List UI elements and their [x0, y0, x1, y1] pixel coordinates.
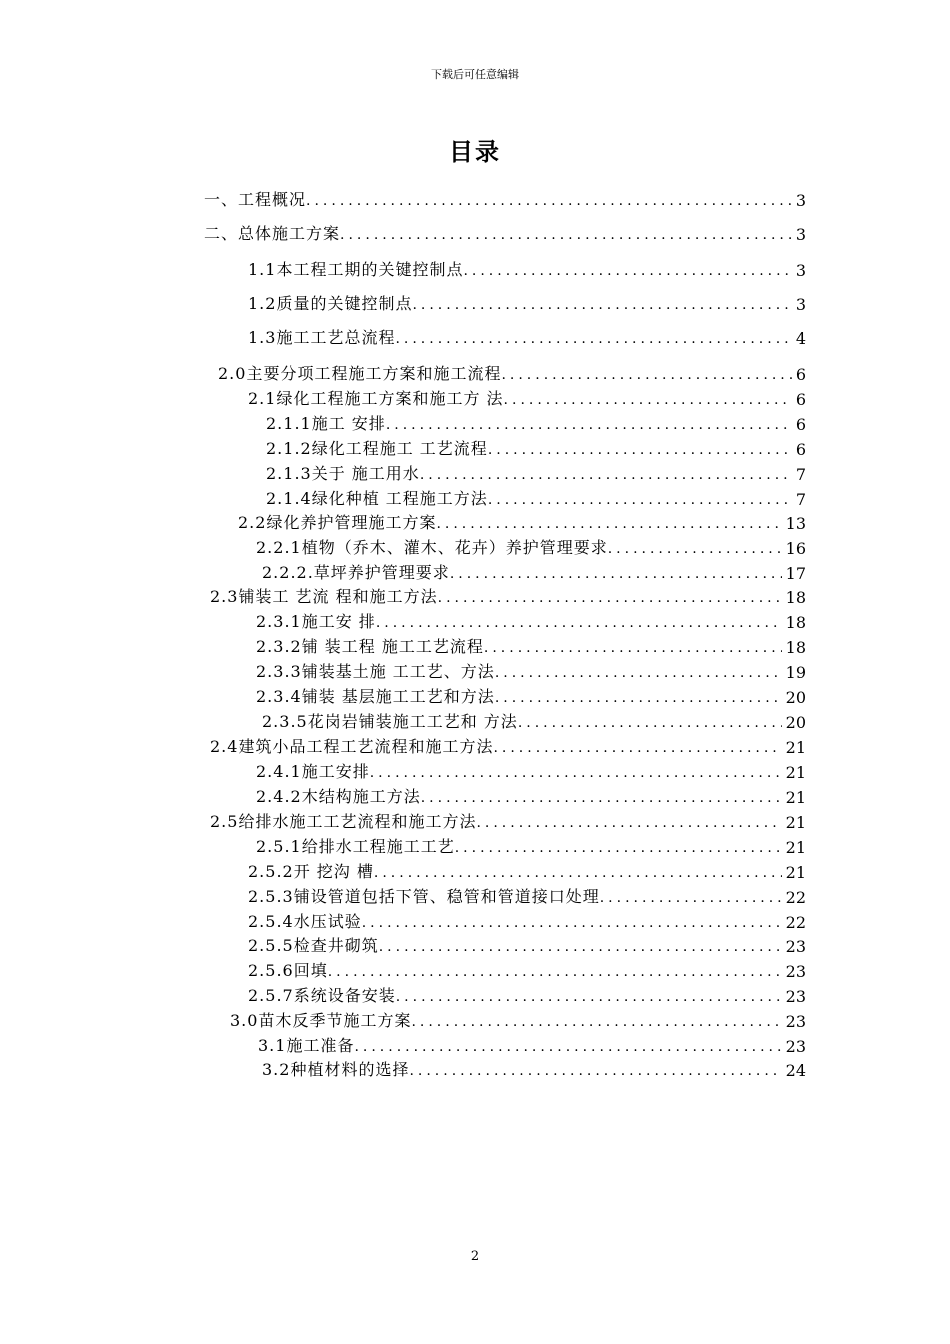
- toc-entry-page: 18: [785, 638, 806, 657]
- toc-leader-dots: [411, 1013, 781, 1031]
- toc-entry[interactable]: [262, 559, 806, 583]
- toc-entry-page: 7: [795, 465, 806, 484]
- toc-entry-label: 3.0苗木反季节施工方案: [230, 1011, 412, 1030]
- toc-entry-page: 18: [785, 588, 806, 607]
- toc-entry-label: 二、总体施工方案: [204, 224, 341, 243]
- toc-leader-dots: [395, 330, 791, 348]
- toc-entry-label: 1.3施工工艺总流程: [248, 328, 396, 347]
- toc-entry-page: 23: [785, 1037, 806, 1056]
- toc-entry[interactable]: [248, 858, 806, 882]
- toc-leader-dots: [450, 565, 782, 583]
- toc-entry-label: 2.1.1施工 安排: [266, 414, 386, 433]
- toc-leader-dots: [504, 391, 792, 409]
- toc-entry-page: 6: [795, 365, 806, 384]
- toc-entry-page: 21: [785, 763, 806, 782]
- toc-entry-label: 2.4.1施工安排: [256, 762, 370, 781]
- toc-entry-label: 2.1.3关于 施工用水: [266, 464, 420, 483]
- toc-entry-page: 21: [785, 738, 806, 757]
- toc-leader-dots: [488, 491, 792, 509]
- toc-entry[interactable]: [248, 883, 806, 907]
- toc-entry-label: 一、工程概况: [204, 190, 307, 209]
- toc-entry-label: 1.2质量的关键控制点: [248, 294, 413, 313]
- toc-entry[interactable]: [262, 708, 806, 732]
- toc-entry-label: 2.5.1给排水工程施工工艺: [256, 837, 455, 856]
- toc-entry-label: 2.5.2开 挖沟 槽: [248, 862, 374, 881]
- toc-entry[interactable]: [248, 324, 806, 348]
- toc-entry[interactable]: [262, 1056, 806, 1080]
- toc-entry[interactable]: [210, 808, 806, 832]
- toc-entry[interactable]: [266, 485, 806, 509]
- toc-entry-page: 6: [795, 415, 806, 434]
- toc-leader-dots: [328, 963, 782, 981]
- toc-leader-dots: [421, 789, 782, 807]
- toc-leader-dots: [376, 614, 782, 632]
- toc-leader-dots: [412, 296, 791, 314]
- toc-leader-dots: [455, 839, 782, 857]
- page-title: 目录: [449, 138, 501, 166]
- toc-entry-label: 2.5.5检查井砌筑: [248, 936, 379, 955]
- toc-entry[interactable]: [248, 908, 806, 932]
- toc-leader-dots: [463, 262, 791, 280]
- toc-entry-page: 18: [785, 613, 806, 632]
- toc-entry[interactable]: [248, 982, 806, 1006]
- toc-entry-label: 2.1.4绿化种植 工程施工方法: [266, 489, 488, 508]
- page-number: 2: [470, 1249, 480, 1264]
- toc-entry[interactable]: [248, 385, 806, 409]
- toc-entry-label: 2.3.2铺 装工程 施工工艺流程: [256, 637, 484, 656]
- toc-entry-page: 7: [795, 490, 806, 509]
- toc-entry[interactable]: [256, 534, 806, 558]
- toc-entry-label: 2.3.5花岗岩铺装施工工艺和 方法: [262, 712, 518, 731]
- toc-entry[interactable]: [256, 633, 806, 657]
- toc-entry-page: 3: [795, 261, 806, 280]
- toc-entry[interactable]: [248, 256, 806, 280]
- toc-entry[interactable]: [266, 435, 806, 459]
- toc-entry[interactable]: [230, 1007, 806, 1031]
- toc-entry-page: 6: [795, 390, 806, 409]
- toc-entry-label: 2.5.3铺设管道包括下管、稳管和管道接口处理: [248, 887, 600, 906]
- toc-entry-label: 2.2.1植物（乔木、灌木、花卉）养护管理要求: [256, 538, 608, 557]
- toc-entry-label: 3.1施工准备: [258, 1036, 355, 1055]
- toc-entry-page: 19: [785, 663, 806, 682]
- toc-entry-page: 23: [785, 1012, 806, 1031]
- toc-entry-label: 2.3.3铺装基土施 工工艺、方法: [256, 662, 495, 681]
- toc-entry-label: 1.1本工程工期的关键控制点: [248, 260, 464, 279]
- toc-leader-dots: [374, 864, 782, 882]
- toc-entry-label: 2.3.1施工安 排: [256, 612, 376, 631]
- toc-entry-page: 22: [785, 913, 806, 932]
- toc-entry[interactable]: [256, 683, 806, 707]
- toc-entry-label: 2.5.7系统设备安装: [248, 986, 396, 1005]
- toc-entry-label: 2.5给排水施工工艺流程和施工方法: [210, 812, 477, 831]
- toc-entry-label: 2.4.2木结构施工方法: [256, 787, 421, 806]
- toc-entry-label: 2.0主要分项工程施工方案和施工流程: [218, 364, 502, 383]
- toc-leader-dots: [518, 714, 782, 732]
- toc-entry-page: 21: [785, 838, 806, 857]
- toc-entry-page: 3: [795, 225, 806, 244]
- toc-entry[interactable]: [256, 658, 806, 682]
- toc-entry-label: 2.3.4铺装 基层施工工艺和方法: [256, 687, 495, 706]
- toc-entry-page: 23: [785, 962, 806, 981]
- toc-entry-label: 3.2种植材料的选择: [262, 1060, 410, 1079]
- toc-leader-dots: [495, 664, 782, 682]
- toc-entry[interactable]: [248, 957, 806, 981]
- toc-entry-label: 2.3铺装工 艺流 程和施工方法: [210, 587, 438, 606]
- toc-entry-label: 2.4建筑小品工程工艺流程和施工方法: [210, 737, 494, 756]
- toc-entry-page: 3: [795, 295, 806, 314]
- toc-entry-label: 2.5.6回填: [248, 961, 328, 980]
- toc-leader-dots: [436, 515, 781, 533]
- toc-entry-page: 3: [795, 191, 806, 210]
- toc-leader-dots: [476, 814, 781, 832]
- toc-leader-dots: [354, 1038, 781, 1056]
- page-header: 下载后可任意编辑: [431, 68, 519, 81]
- toc-entry[interactable]: [218, 360, 806, 384]
- toc-entry[interactable]: [210, 733, 806, 757]
- toc-leader-dots: [501, 366, 791, 384]
- toc-entry-page: 22: [785, 888, 806, 907]
- toc-leader-dots: [484, 639, 782, 657]
- toc-entry-page: 21: [785, 863, 806, 882]
- toc-entry-page: 24: [785, 1061, 806, 1080]
- toc-leader-dots: [488, 441, 792, 459]
- toc-entry-page: 13: [785, 514, 806, 533]
- toc-leader-dots: [306, 192, 792, 210]
- toc-entry-label: 2.1.2绿化工程施工 工艺流程: [266, 439, 488, 458]
- toc-entry-label: 2.2绿化养护管理施工方案: [238, 513, 437, 532]
- toc-leader-dots: [386, 416, 792, 434]
- toc-entry[interactable]: [256, 833, 806, 857]
- toc-entry-page: 16: [785, 539, 806, 558]
- toc-entry-page: 21: [785, 788, 806, 807]
- toc-entry[interactable]: [258, 1032, 806, 1056]
- toc-leader-dots: [420, 466, 792, 484]
- toc-entry-page: 6: [795, 440, 806, 459]
- toc-entry-label: 2.5.4水压试验: [248, 912, 362, 931]
- toc-leader-dots: [438, 589, 782, 607]
- toc-entry[interactable]: [204, 186, 806, 210]
- toc-entry[interactable]: [248, 932, 806, 956]
- toc-entry[interactable]: [266, 410, 806, 434]
- toc-leader-dots: [409, 1062, 781, 1080]
- toc-entry-page: 23: [785, 937, 806, 956]
- toc-entry-label: 2.2.2.草坪养护管理要求: [262, 563, 450, 582]
- toc-entry[interactable]: [248, 290, 806, 314]
- toc-entry-page: 17: [785, 564, 806, 583]
- toc-entry-page: 23: [785, 987, 806, 1006]
- toc-entry[interactable]: [256, 758, 806, 782]
- toc-leader-dots: [600, 889, 782, 907]
- toc-entry-page: 21: [785, 813, 806, 832]
- toc-entry-label: 2.1绿化工程施工方案和施工方 法: [248, 389, 504, 408]
- toc-leader-dots: [370, 764, 782, 782]
- toc-entry[interactable]: [256, 608, 806, 632]
- toc-entry[interactable]: [238, 509, 806, 533]
- toc-leader-dots: [495, 689, 782, 707]
- toc-entry[interactable]: [210, 583, 806, 607]
- toc-leader-dots: [362, 914, 782, 932]
- toc-leader-dots: [340, 226, 792, 244]
- toc-entry[interactable]: [266, 460, 806, 484]
- toc-leader-dots: [608, 540, 782, 558]
- toc-entry-page: 20: [785, 688, 806, 707]
- toc-entry-page: 4: [795, 329, 806, 348]
- toc-leader-dots: [493, 739, 781, 757]
- toc-leader-dots: [379, 938, 782, 956]
- toc-entry-page: 20: [785, 713, 806, 732]
- toc-leader-dots: [396, 988, 782, 1006]
- toc-entry[interactable]: [256, 783, 806, 807]
- toc-entry[interactable]: [204, 220, 806, 244]
